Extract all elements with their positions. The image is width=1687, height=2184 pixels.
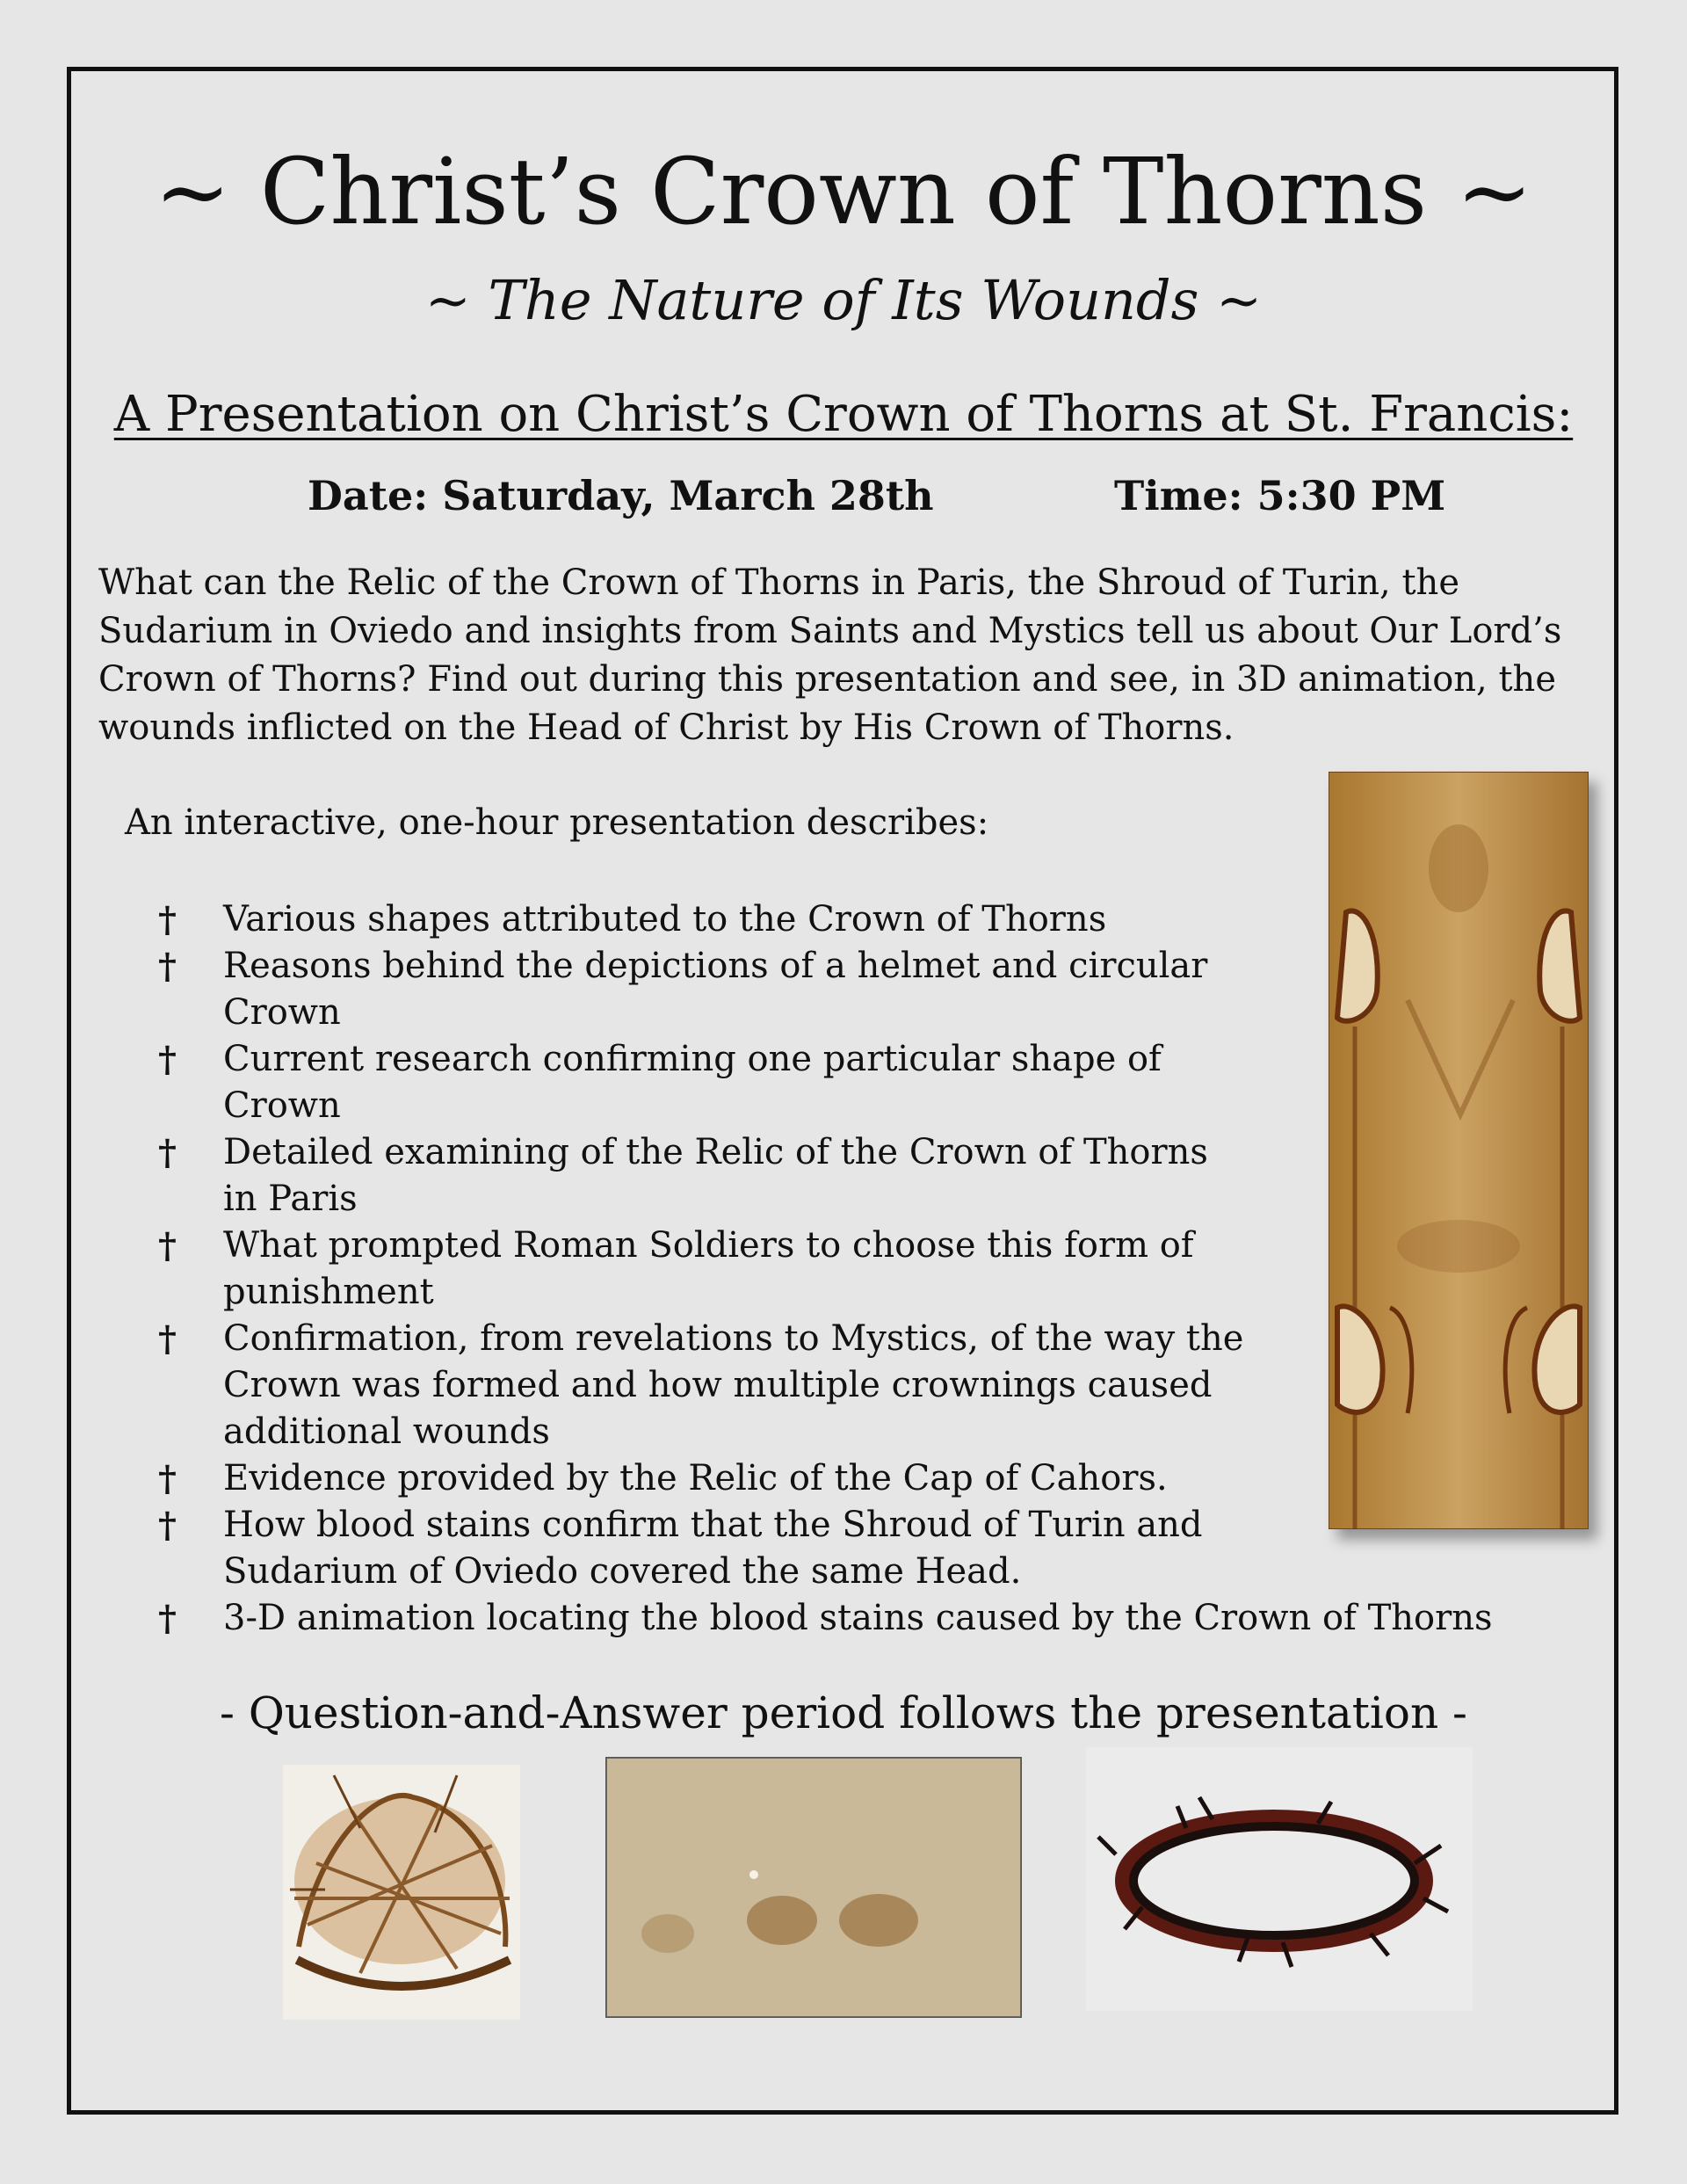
dagger-icon: † [158, 1039, 177, 1080]
dagger-icon: † [158, 946, 177, 987]
shroud-of-turin-image [1329, 772, 1589, 1529]
dagger-icon: † [158, 1225, 177, 1266]
dagger-icon: † [158, 1318, 177, 1360]
dagger-icon: † [158, 1458, 177, 1499]
poster-title: ~ Christ’s Crown of Thorns ~ [154, 138, 1533, 245]
list-lead: An interactive, one-hour presentation describes: [125, 802, 989, 843]
presentation-heading-text: A Presentation on Christ’s Crown of Thorns at St. Francis: [113, 386, 1574, 443]
dagger-icon: † [158, 1132, 177, 1173]
list-item-text: How blood stains confirm that the Shroud of Turin and Sudarium of Oviedo covered the same Head. [223, 1505, 1203, 1592]
poster-subtitle: ~ The Nature of Its Wounds ~ [424, 268, 1263, 332]
presentation-heading [0, 383, 1687, 446]
dagger-icon: † [158, 1598, 177, 1639]
list-item-text: Current research confirming one particular shape of Crown [223, 1039, 1162, 1126]
list-item-text: 3-D animation locating the blood stains caused by the Crown of Thorns [223, 1598, 1493, 1638]
closing-line: - Question-and-Answer period follows the presentation - [220, 1687, 1467, 1738]
list-item-text: Confirmation, from revelations to Mystics, of the way the Crown was formed and how multiple crownings caused additional wounds [223, 1318, 1244, 1452]
event-time: Time: 5:30 PM [1114, 472, 1446, 519]
list-item-text: What prompted Roman Soldiers to choose this form of punishment [223, 1225, 1194, 1312]
intro-paragraph: What can the Relic of the Crown of Thorns in Paris, the Shroud of Turin, the Sudarium in Oviedo and insights from Saints and Mystics tell us about Our Lord’s Crown of Thorns? Find out during this presentation and see, in 3D animation, the wounds inflicted on the Head of Christ by His Crown of Thorns. [98, 562, 1562, 748]
list-item [158, 1595, 1599, 1642]
list-item-text: Evidence provided by the Relic of the Cap of Cahors. [223, 1458, 1168, 1498]
dagger-icon: † [158, 899, 177, 940]
list-item-text: Detailed examining of the Relic of the Crown of Thorns in Paris [223, 1132, 1208, 1219]
list-item-text: Various shapes attributed to the Crown of Thorns [223, 899, 1107, 940]
dagger-icon: † [158, 1505, 177, 1546]
event-date: Date: Saturday, March 28th [308, 472, 934, 519]
list-item-text: Reasons behind the depictions of a helmet and circular Crown [223, 946, 1208, 1033]
